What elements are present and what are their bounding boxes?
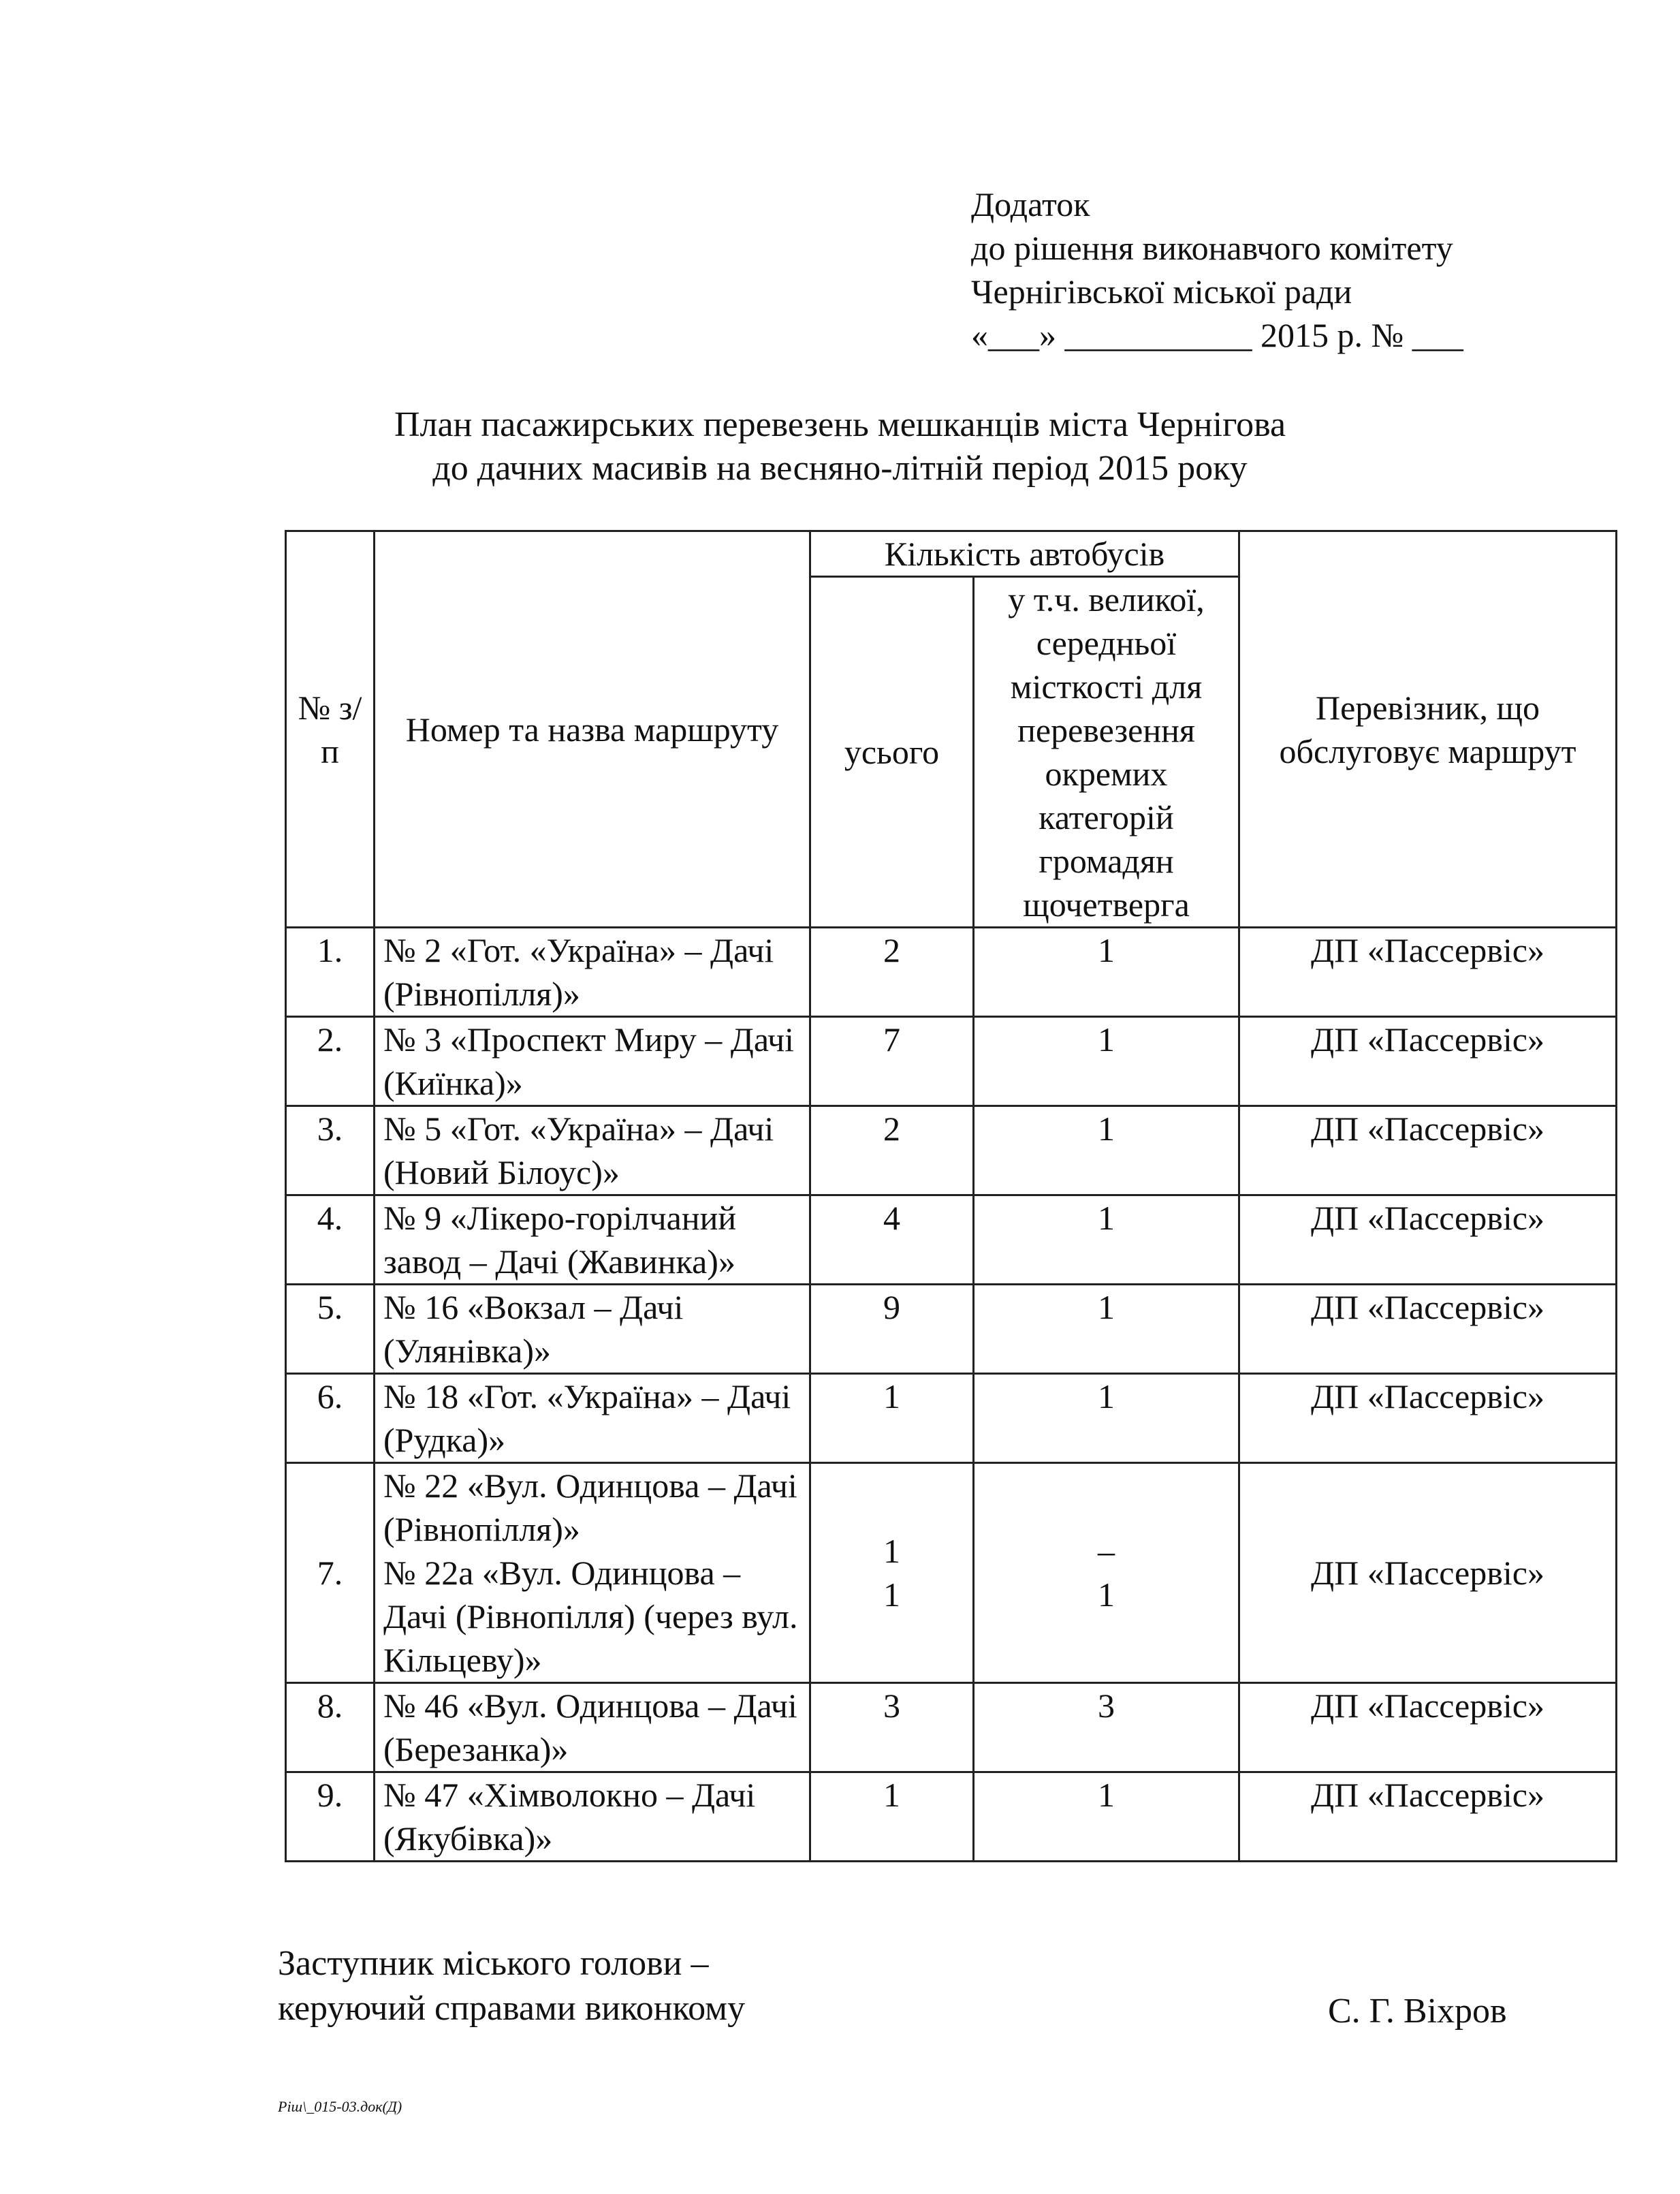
- row-route: № 2 «Гот. «Україна» – Дачі (Рівнопілля)»: [375, 928, 810, 1017]
- header-num: № з/п: [286, 531, 375, 928]
- table-header-row-1: [286, 531, 1617, 577]
- header-buses: Кількість автобусів: [810, 531, 1239, 577]
- transport-plan-table: [285, 530, 1617, 1862]
- row-incl: 1: [974, 928, 1239, 1017]
- row-total-b: 1: [883, 1576, 900, 1614]
- row-carrier: ДП «Пассервіс»: [1239, 1106, 1617, 1195]
- row-route: № 16 «Вокзал – Дачі (Улянівка)»: [375, 1285, 810, 1374]
- row-num: 9.: [286, 1772, 375, 1862]
- row-route-a: № 22 «Вул. Одинцова – Дачі (Рівнопілля)»: [383, 1467, 797, 1548]
- row-num: 5.: [286, 1285, 375, 1374]
- row-route: № 47 «Хімволокно – Дачі (Якубівка)»: [375, 1772, 810, 1862]
- row-total-a: 1: [883, 1532, 900, 1570]
- row-incl: 1: [974, 1285, 1239, 1374]
- row-total: 2: [810, 1106, 974, 1195]
- row-num: 6.: [286, 1374, 375, 1463]
- row-total: 9: [810, 1285, 974, 1374]
- row-carrier: ДП «Пассервіс»: [1239, 1772, 1617, 1862]
- row-incl-b: 1: [1098, 1576, 1115, 1614]
- title-line-2: до дачних масивів на весняно-літній період 2015 року: [432, 449, 1248, 488]
- signatory-position: [278, 1941, 745, 2031]
- title-line-1: План пасажирських перевезень мешканців міста Чернігова: [394, 405, 1286, 444]
- row-carrier: ДП «Пассервіс»: [1239, 1195, 1617, 1285]
- table-row: [286, 928, 1617, 1017]
- row-route: № 3 «Проспект Миру – Дачі (Киїнка)»: [375, 1017, 810, 1106]
- document-title: [0, 403, 1680, 490]
- row-route: № 18 «Гот. «Україна» – Дачі (Рудка)»: [375, 1374, 810, 1463]
- row-carrier: ДП «Пассервіс»: [1239, 1017, 1617, 1106]
- position-line-2: керуючий справами виконкому: [278, 1989, 746, 2028]
- file-reference: Pіш\_015-03.док(Д): [278, 2098, 402, 2115]
- row-carrier: ДП «Пассервіс»: [1239, 1285, 1617, 1374]
- table-row: [286, 1017, 1617, 1106]
- table-row: [286, 1463, 1617, 1683]
- row-route: № 46 «Вул. Одинцова – Дачі (Березанка)»: [375, 1683, 810, 1772]
- appendix-line-2: до рішення виконавчого комітету: [971, 229, 1453, 267]
- header-total: усього: [810, 577, 974, 928]
- table-row: [286, 1195, 1617, 1285]
- row-total: 1: [810, 1772, 974, 1862]
- appendix-line-1: Додаток: [971, 185, 1090, 223]
- row-num: 8.: [286, 1683, 375, 1772]
- row-total: 2: [810, 928, 974, 1017]
- table-row: [286, 1772, 1617, 1862]
- header-incl: у т.ч. великої, середньої місткості для перевезення окремих категорій громадян щочетверга: [974, 577, 1239, 928]
- appendix-block: [971, 183, 1463, 357]
- header-carrier: Перевізник, що обслуговує маршрут: [1239, 531, 1617, 928]
- row-route-pair: [375, 1463, 810, 1683]
- row-carrier: ДП «Пассервіс»: [1239, 928, 1617, 1017]
- table-row: [286, 1285, 1617, 1374]
- row-incl: 1: [974, 1772, 1239, 1862]
- row-total-pair: [810, 1463, 974, 1683]
- header-route: Номер та назва маршруту: [375, 531, 810, 928]
- row-carrier: ДП «Пассервіс»: [1239, 1683, 1617, 1772]
- row-num: 1.: [286, 928, 375, 1017]
- row-incl: 1: [974, 1374, 1239, 1463]
- row-incl-pair: [974, 1463, 1239, 1683]
- row-carrier: ДП «Пассервіс»: [1239, 1463, 1617, 1683]
- row-num: 3.: [286, 1106, 375, 1195]
- row-route: № 5 «Гот. «Україна» – Дачі (Новий Білоус)»: [375, 1106, 810, 1195]
- row-total: 4: [810, 1195, 974, 1285]
- row-route-b: № 22а «Вул. Одинцова – Дачі (Рівнопілля) (через вул. Кільцеву)»: [383, 1554, 798, 1679]
- row-incl: 3: [974, 1683, 1239, 1772]
- appendix-line-3: Чернігівської міської ради: [971, 272, 1352, 311]
- row-num: 2.: [286, 1017, 375, 1106]
- row-incl: 1: [974, 1017, 1239, 1106]
- row-route: № 9 «Лікеро-горілчаний завод – Дачі (Жавинка)»: [375, 1195, 810, 1285]
- row-num: 7.: [286, 1463, 375, 1683]
- row-total: 3: [810, 1683, 974, 1772]
- table-row: [286, 1106, 1617, 1195]
- table-row: [286, 1683, 1617, 1772]
- appendix-line-4: «___» ___________ 2015 р. № ___: [971, 316, 1463, 354]
- row-incl: 1: [974, 1195, 1239, 1285]
- row-total: 1: [810, 1374, 974, 1463]
- signatory-name: С. Г. Віхров: [1328, 1992, 1507, 2031]
- row-incl: 1: [974, 1106, 1239, 1195]
- row-num: 4.: [286, 1195, 375, 1285]
- row-incl-a: –: [1098, 1532, 1115, 1570]
- row-total: 7: [810, 1017, 974, 1106]
- position-line-1: Заступник міського голови –: [278, 1944, 709, 1983]
- table-row: [286, 1374, 1617, 1463]
- row-carrier: ДП «Пассервіс»: [1239, 1374, 1617, 1463]
